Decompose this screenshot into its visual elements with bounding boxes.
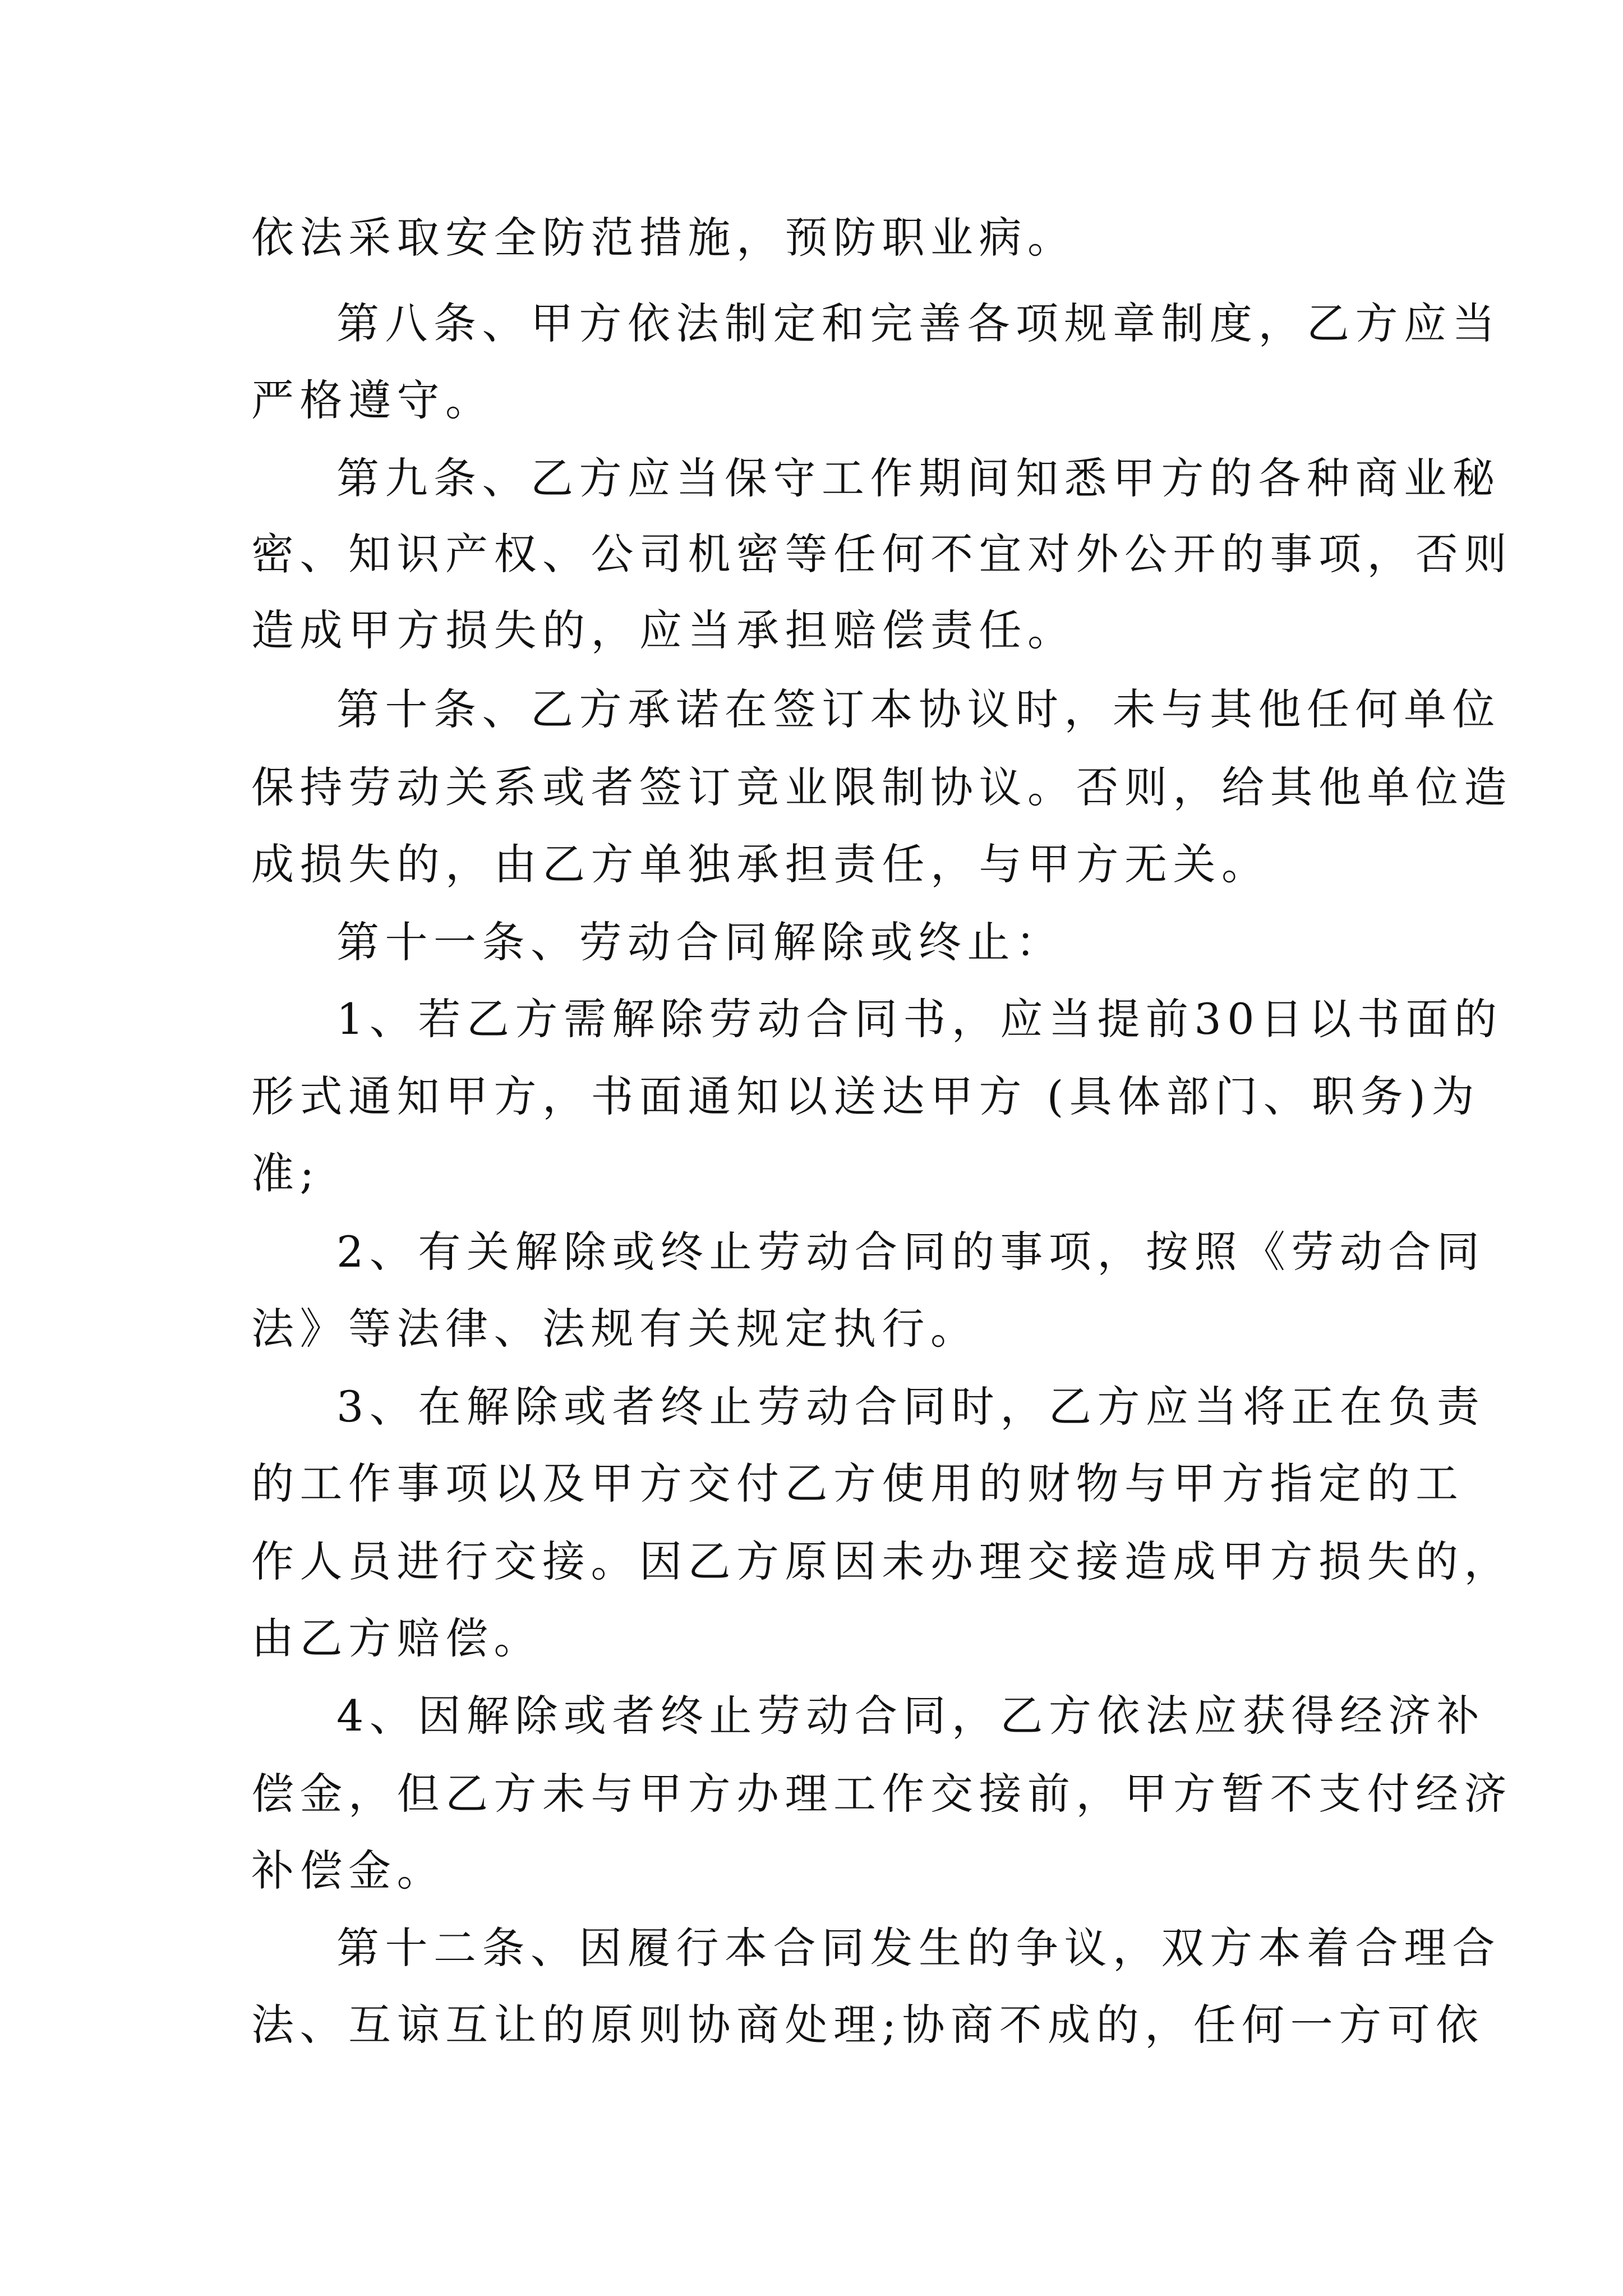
- text-line: 2、有关解除或终止劳动合同的事项，按照《劳动合同: [336, 1227, 1486, 1277]
- text-line: 3、在解除或者终止劳动合同时，乙方应当将正在负责: [336, 1382, 1486, 1432]
- text-line: 第八条、甲方依法制定和完善各项规章制度，乙方应当: [336, 298, 1501, 348]
- text-line: 作人员进行交接。因乙方原因未办理交接造成甲方损失的，: [251, 1536, 1513, 1586]
- text-line: 形式通知甲方，书面通知以送达甲方 (具体部门、职务)为: [251, 1071, 1480, 1121]
- text-line: 由乙方赔偿。: [251, 1613, 542, 1663]
- text-line: 保持劳动关系或者签订竞业限制协议。否则，给其他单位造: [251, 762, 1513, 812]
- text-line: 第十一条、劳动合同解除或终止：: [336, 917, 1064, 967]
- text-line: 造成甲方损失的，应当承担赔偿责任。: [251, 605, 1076, 655]
- text-line: 的工作事项以及甲方交付乙方使用的财物与甲方指定的工: [251, 1458, 1464, 1508]
- text-line: 第十条、乙方承诺在签订本协议时，未与其他任何单位: [336, 684, 1501, 734]
- text-line: 1、若乙方需解除劳动合同书，应当提前30日以书面的: [336, 994, 1503, 1044]
- text-line: 法、互谅互让的原则协商处理;协商不成的，任何一方可依: [251, 2000, 1484, 2050]
- text-line: 成损失的，由乙方单独承担责任，与甲方无关。: [251, 839, 1270, 889]
- text-line: 严格遵守。: [251, 375, 494, 425]
- text-line: 偿金，但乙方未与甲方办理工作交接前，甲方暂不支付经济: [251, 1769, 1513, 1819]
- text-line: 补偿金。: [251, 1846, 445, 1895]
- text-line: 密、知识产权、公司机密等任何不宜对外公开的事项，否则: [251, 529, 1513, 579]
- text-line: 依法采取安全防范措施，预防职业病。: [251, 213, 1076, 263]
- text-line: 第十二条、因履行本合同发生的争议，双方本着合理合: [336, 1923, 1501, 1973]
- text-line: 第九条、乙方应当保守工作期间知悉甲方的各种商业秘: [336, 453, 1501, 503]
- text-line: 4、因解除或者终止劳动合同，乙方依法应获得经济补: [336, 1691, 1486, 1741]
- text-line: 准;: [251, 1148, 320, 1198]
- text-line: 法》等法律、法规有关规定执行。: [251, 1304, 979, 1354]
